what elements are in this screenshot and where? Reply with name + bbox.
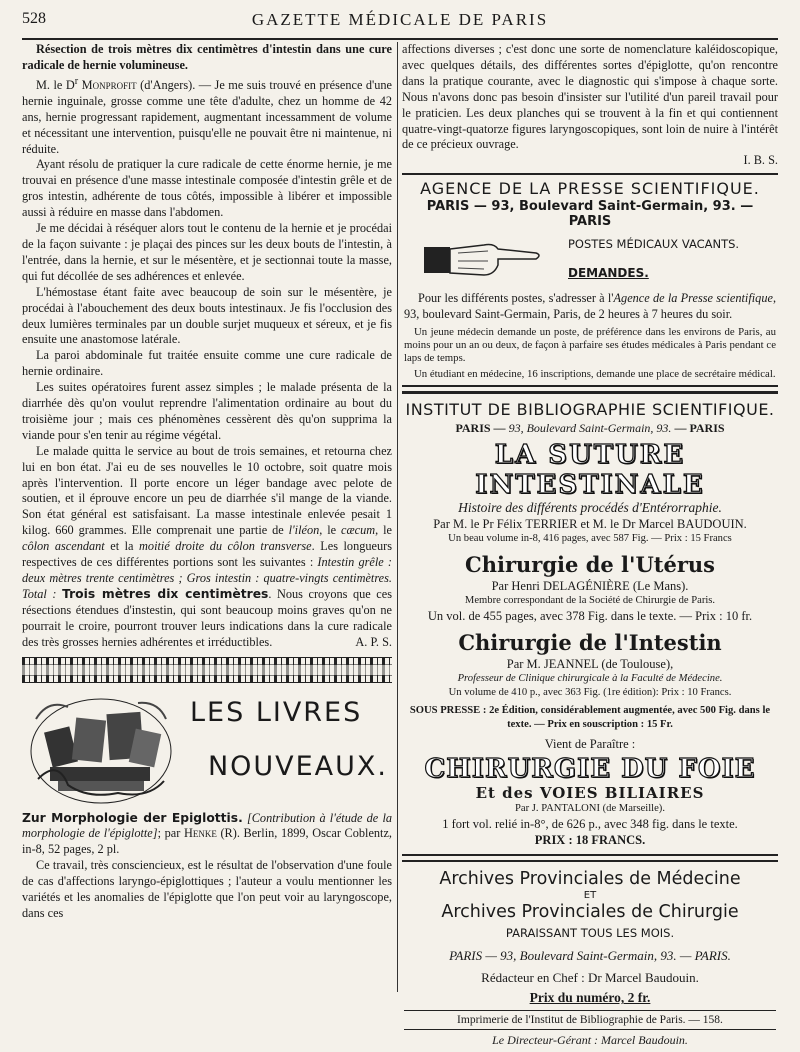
article-signature: A. P. S. — [355, 634, 392, 649]
uterus-volume: Un vol. de 455 pages, avec 378 Fig. dans le texte. — Prix : 10 fr. — [427, 609, 753, 624]
suture-title: LA SUTURE INTESTINALE — [475, 440, 705, 501]
uterus-author: Par Henri DELAGÉNIÈRE (Le Mans). — [491, 579, 689, 594]
uterus-member: Membre correspondant de la Société de Chirurgie de Paris. — [464, 595, 716, 607]
archives-prix: Prix du numéro, 2 fr. — [529, 990, 651, 1006]
foie-author: Par J. PANTALONI (de Marseille). — [515, 803, 665, 815]
archives-et: ET — [583, 890, 597, 902]
review-contribution: [Contribution à l'étude de la morphologie de l'épiglotte] — [22, 810, 393, 841]
intestin-professor: Professeur de Clinique chirurgicale à la Faculté de Médecine. — [457, 673, 723, 685]
column-divider — [397, 42, 398, 992]
review-heading — [22, 811, 392, 859]
article-paragraph — [22, 444, 392, 651]
archives-advertisement — [402, 860, 778, 1052]
review-paragraph: Ce travail, très consciencieux, est le résultat de l'observation d'une foule de cas d'affections laryngo-épiglottiques ; l'auteur a voulu mentionner les variétés et les anomalies de l'épiglotte que l'on peut voir au laryngoscope, dans ces — [22, 858, 392, 920]
foie-volume: 1 fort vol. relié in-8°, de 626 p., avec 348 fig. dans le texte. — [442, 817, 738, 832]
demandes-label: DEMANDES. — [568, 266, 649, 281]
italic-term: moitié droite du côlon transverse — [139, 539, 312, 554]
foie-subtitle: Et des VOIES BILIAIRES — [475, 784, 705, 803]
books-illustration-icon — [28, 689, 174, 807]
books-heading-line1: LES LIVRES — [190, 696, 363, 728]
archives-chirurgie-title: Archives Provinciales de Chirurgie — [441, 902, 739, 923]
page-number: 528 — [22, 10, 46, 27]
postes-vacants-label: POSTES MÉDICAUX VACANTS. — [568, 237, 740, 252]
left-column — [22, 42, 392, 922]
paragraph-text: Le malade quitta le service au bout de trois semaines, et retourna chez lui en bon état. J'ai eu de ses nouvelles le 10 octobre, soit quatre mois après l'intervention. Il porte encore un léger bandage avec pelote de soutien, et il éprouve encore un peu de diarrhée s'il mange de la viande. Son état général est satisfaisant. La masse intestinale enlevée pesait 1 kilog. 660 grammes. Elle comprenait une partie de — [22, 443, 392, 538]
italic-term: côlon ascendant — [22, 539, 105, 554]
paragraph-text: et la — [110, 539, 134, 554]
article-paragraph: Je me décidai à réséquer alors tout le contenu de la hernie et je procédai de la façon suivante : je plaçai des pinces sur les deux bouts de l'intestin, à l'entrée, dans la hernie, et sur le mésentère, et je sectionnai toute la masse, qui fut décollée de ses adhérences et enlevée. — [22, 221, 392, 283]
article-paragraph: La paroi abdominale fut traitée ensuite comme une cure radicale de hernie ordinaire. — [22, 348, 392, 379]
archives-subtitle: PARAISSANT TOUS LES MOIS. — [505, 926, 675, 941]
italic-term: cæcum — [341, 523, 376, 538]
archives-medecine-title: Archives Provinciales de Médecine — [439, 869, 741, 890]
foie-title: CHIRURGIE DU FOIE — [424, 754, 756, 785]
total-length: Trois mètres dix centimètres — [62, 586, 269, 601]
agence-address: PARIS — 93, Boulevard Saint-Germain, 93. — PARIS — [426, 199, 754, 230]
intestin-title: Chirurgie de l'Intestin — [458, 630, 722, 656]
review-publication: (R). Berlin, 1899, Oscar Coblentz, in-8, 52 pages, 2 pl. — [22, 826, 393, 857]
agence-info-text: , 93, boulevard Saint-Germain, Paris, de 2 heures à 7 heures du soir. — [404, 291, 777, 322]
institut-title: INSTITUT DE BIBLIOGRAPHIE SCIENTIFIQUE. — [405, 400, 775, 420]
books-banner — [22, 689, 392, 811]
vient-de-paraitre: Vient de Paraître : — [544, 737, 636, 752]
archives-address: PARIS — 93, Boulevard Saint-Germain, 93. — PARIS. — [449, 948, 731, 964]
author-name: Monprofit — [81, 77, 137, 92]
suture-authors: Par M. le Pr Félix TERRIER et M. le Dr Marcel BAUDOUIN. — [433, 517, 747, 532]
doctor-prefix: M. le D — [36, 77, 75, 92]
agence-name: Agence de la Presse scientifique — [613, 291, 773, 306]
paragraph-text: . Nous croyons que ces résections étendues d'instestin, qui sont beaucoup moins graves qu'on ne pourrait le croire, pourront trouver leurs indications dans la cure radicale des très grosses hernies adhérentes et irréductibles. — [22, 586, 392, 649]
agence-advertisement — [402, 173, 778, 387]
directeur-line: Le Directeur-Gérant : Marcel Baudouin. — [404, 1029, 776, 1048]
foie-prix: PRIX : 18 FRANCS. — [534, 833, 646, 848]
ornamental-divider — [22, 657, 392, 683]
article-paragraph: Ayant résolu de pratiquer la cure radicale de cette énorme hernie, je me trouvai en présence d'une masse intestinale composée d'intestin grêle et de gros intestin, adhérente de tous côtés, impossible à libérer et impossible aussi à réduire en masse dans l'abdomen. — [22, 157, 392, 220]
paragraph-text: , le — [375, 523, 393, 538]
review-by: ; par — [157, 826, 181, 841]
review-author: Henke — [183, 826, 217, 841]
article-paragraph: Les suites opératoires furent assez simples ; le malade présenta de la diarrhée dès qu'on voulut reprendre l'alimentation ordinaire au bout du troisième jour ; mais ces phénomènes cessèrent dès qu'on supprima la viande pour s'en tenir au régime végétal. — [22, 380, 392, 442]
imprimerie-line: Imprimerie de l'Institut de Bibliographie de Paris. — 158. — [404, 1010, 776, 1026]
addr-street: 93, Boulevard Saint-Germain, 93. — [508, 421, 672, 436]
uterus-title: Chirurgie de l'Utérus — [465, 552, 715, 578]
article-paragraph: M. le $D^r$ Monprofit (d'Angers). — Je me suis trouvé en présence d'une hernie inguinale, grosse comme une tête d'adulte, chez un homme de 42 ans, hernie progressant rapidement, augmentant incessamment de volume et nécessitant une intervention, puisqu'elle ne pouvait être ni maintenue, ni réduite. — [22, 75, 393, 156]
italic-term: l'iléon — [288, 523, 320, 538]
postes-row — [404, 231, 776, 291]
paragraph-text: , le — [319, 523, 337, 538]
intestin-volume: Un volume de 410 p., avec 363 Fig. (1re édition): Prix : 10 Francs. — [448, 687, 732, 699]
review-signature: I. B. S. — [743, 153, 778, 168]
italic-term: Intestin grêle : deux mètres trente centimètres ; Gros intestin : quatre-vingts centimètres. Total : — [22, 555, 392, 601]
addr-city: PARIS — — [455, 421, 506, 436]
running-header — [22, 8, 778, 36]
institut-address — [404, 421, 776, 436]
demande-note: Un jeune médecin demande un poste, de préférence dans les environs de Paris, au moins pour un an ou deux, de façon à parfaire ses études médicales à Paris pendant ce laps de temps. — [404, 326, 776, 365]
archives-redacteur: Rédacteur en Chef : Dr Marcel Baudouin. — [481, 970, 699, 986]
suture-subtitle: Histoire des différents procédés d'Entérorraphie. — [458, 500, 722, 516]
review-title: Zur Morphologie der Epiglottis. — [22, 810, 243, 825]
review-continuation — [402, 42, 778, 169]
agence-info — [404, 291, 776, 323]
agence-info-text: Pour les différents postes, s'adresser à l' — [418, 291, 614, 306]
pointing-hand-icon — [424, 235, 542, 283]
institut-advertisement — [402, 391, 778, 856]
addr-city: — PARIS — [674, 421, 725, 436]
header-rule — [22, 38, 778, 40]
article-paragraph: L'hémostase étant faite avec beaucoup de soin sur le mésentère, je procédai à l'abouchement des deux bouts intestinaux. Je fis l'occlusion des deux lumières terminales par un double surjet muqueux et séreux, et je fis ensuite une anastomose latérale. — [22, 284, 392, 347]
books-heading-line2: NOUVEAUX. — [207, 750, 388, 782]
right-column — [402, 42, 778, 1052]
paragraph-text: . Les longueurs respectives de ces différentes portions sont les suivantes : — [22, 539, 393, 570]
intestin-author: Par M. JEANNEL (de Toulouse), — [506, 657, 674, 672]
agence-title: AGENCE DE LA PRESSE SCIENTIFIQUE. — [420, 179, 760, 199]
sous-presse: SOUS PRESSE : 2e Édition, considérablement augmentée, avec 500 Fig. dans le texte. — Prix en souscription : 15 Fr. — [409, 705, 771, 731]
paragraph-text: (d'Angers). — Je me suis trouvé en présence d'une hernie inguinale, grosse comme une tête d'adulte, chez un homme de 42 ans, hernie progressant rapidement, augmentant incessamment de volume et nécessitant une intervention, puisqu'elle ne pouvait être ni maintenue, ni réduite. — [22, 77, 393, 156]
demande-note: Un étudiant en médecine, 16 inscriptions, demande une place de secrétaire médical. — [414, 368, 776, 381]
article-title: Résection de trois mètres dix centimètres d'intestin dans une cure radicale de hernie volumineuse. — [22, 42, 392, 72]
journal-title: GAZETTE MÉDICALE DE PARIS — [251, 10, 549, 29]
review-text: affections diverses ; c'est donc une sorte de nomenclature kaléidoscopique, avec quelques détails, des différentes sortes d'épiglotte, qu'on rencontre dans la pratique courante, avec le diagnostic qui s'impose à chaque sorte. Nous n'avons donc pas besoin d'insister sur l'utilité d'un pareil travail pour le praticien. Les deux planches qui se trouvent à la fin et qui contiennent quatre-vingt-quatorze figures laryngoscopiques, sont loin de nuire à l'intérêt de ce précieux ouvrage. — [402, 42, 778, 152]
suture-volume: Un beau volume in-8, 416 pages, avec 587 Fig. — Prix : 15 Francs — [448, 533, 732, 545]
